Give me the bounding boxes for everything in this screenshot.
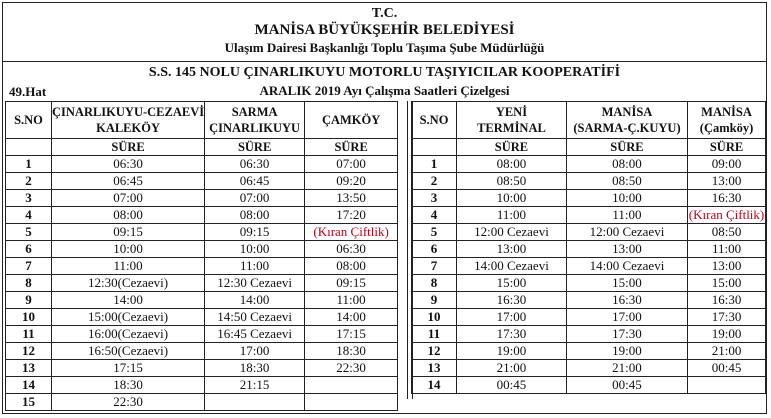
right-table-row xyxy=(412,377,766,394)
right-cell-no: 3 xyxy=(412,190,457,207)
right-cell-b: 17:30 xyxy=(566,326,687,343)
left-cell-a: 16:00(Cezaevi) xyxy=(52,326,205,343)
right-cell-a: 19:00 xyxy=(457,343,567,360)
left-schedule-table xyxy=(5,101,398,411)
left-cell-b: 11:00 xyxy=(205,258,305,275)
left-cell-no: 11 xyxy=(6,326,52,343)
right-cell-b: 12:00 Cezaevi xyxy=(566,224,687,241)
right-cell-b: 16:30 xyxy=(566,292,687,309)
right-table-row xyxy=(412,275,766,292)
left-cell-a: 15:00(Cezaevi) xyxy=(52,309,205,326)
right-cell-c: 16:30 xyxy=(688,190,766,207)
left-cell-no: 7 xyxy=(6,258,52,275)
right-cell-b: 10:00 xyxy=(566,190,687,207)
right-cell-no: 7 xyxy=(412,258,457,275)
left-cell-no: 15 xyxy=(6,394,52,411)
right-table-row xyxy=(412,173,766,190)
right-col-2-line1: MANİSA xyxy=(601,105,653,119)
right-cell-c: (Kıran Çiftlik) xyxy=(688,207,765,222)
right-cell-no: 9 xyxy=(412,292,457,309)
right-cell-no: 5 xyxy=(412,224,457,241)
right-table-row xyxy=(412,224,766,241)
left-cell-no: 2 xyxy=(6,173,52,190)
left-table-row xyxy=(6,309,398,326)
left-cell-b: 18:30 xyxy=(205,360,305,377)
left-table-row xyxy=(6,224,398,241)
right-table-row xyxy=(412,190,766,207)
left-cell-no: 3 xyxy=(6,190,52,207)
right-sure-empty xyxy=(412,139,457,156)
left-cell-b: 06:30 xyxy=(205,156,305,173)
left-sure-3: SÜRE xyxy=(305,139,398,156)
left-table-row xyxy=(6,207,398,224)
right-cell-b: 11:00 xyxy=(566,207,687,224)
left-cell-b: 08:00 xyxy=(205,207,305,224)
right-table-row xyxy=(412,326,766,343)
left-cell-a: 17:15 xyxy=(52,360,205,377)
right-cell-no: 11 xyxy=(412,326,457,343)
right-cell-b: 21:00 xyxy=(566,360,687,377)
left-cell-no: 13 xyxy=(6,360,52,377)
header-line-3: Ulaşım Dairesi Başkanlığı Toplu Taşıma Şube Müdürlüğü xyxy=(224,40,545,55)
right-cell-c: 19:00 xyxy=(688,326,766,343)
left-col-2-line2: ÇINARLIKUYU xyxy=(209,121,301,135)
right-cell-c xyxy=(688,377,766,394)
right-cell-b: 00:45 xyxy=(566,377,687,394)
left-cell-a: 07:00 xyxy=(52,190,205,207)
header-line-1: T.C. xyxy=(371,6,398,21)
left-table-row xyxy=(6,173,398,190)
left-cell-c xyxy=(305,394,398,411)
document-header xyxy=(3,3,766,62)
right-cell-c: 13:00 xyxy=(688,258,766,275)
right-sure-3: SÜRE xyxy=(688,139,766,156)
right-cell-no: 1 xyxy=(412,156,457,173)
left-cell-a: 08:00 xyxy=(52,207,205,224)
left-table-row xyxy=(6,275,398,292)
right-sure-1: SÜRE xyxy=(457,139,567,156)
right-cell-no: 8 xyxy=(412,275,457,292)
right-table-row xyxy=(412,258,766,275)
right-col-1 xyxy=(457,102,567,139)
left-cell-c: 17:20 xyxy=(305,207,398,224)
left-col-3: ÇAMKÖY xyxy=(305,102,398,139)
right-cell-c: 09:00 xyxy=(688,156,766,173)
right-col-2 xyxy=(566,102,687,139)
left-cell-a: 16:50(Cezaevi) xyxy=(52,343,205,360)
right-cell-b: 14:00 Cezaevi xyxy=(566,258,687,275)
right-cell-a: 00:45 xyxy=(457,377,567,394)
right-table-row xyxy=(412,156,766,173)
right-col-sno: S.NO xyxy=(412,102,457,139)
left-col-2 xyxy=(205,102,305,139)
left-col-1-line1: ÇINARLIKUYU-CEZAEVİ xyxy=(52,105,205,119)
right-cell-a: 15:00 xyxy=(457,275,567,292)
left-table-row xyxy=(6,377,398,394)
right-sure-2: SÜRE xyxy=(566,139,687,156)
right-cell-c: 11:00 xyxy=(688,241,766,258)
left-cell-no: 9 xyxy=(6,292,52,309)
left-cell-c: 07:00 xyxy=(305,156,398,173)
left-cell-b xyxy=(205,394,305,411)
left-table-row xyxy=(6,360,398,377)
schedule-title: ARALIK 2019 Ayı Çalışma Saatleri Çizelgesi xyxy=(259,83,510,98)
right-cell-a: 10:00 xyxy=(457,190,567,207)
right-table-row xyxy=(412,309,766,326)
right-cell-no: 2 xyxy=(412,173,457,190)
right-cell-b: 15:00 xyxy=(566,275,687,292)
right-cell-c: 15:00 xyxy=(688,275,766,292)
right-col-3 xyxy=(688,102,766,139)
left-cell-b: 16:45 Cezaevi xyxy=(205,326,305,343)
left-cell-b: 14:00 xyxy=(205,292,305,309)
right-table-row xyxy=(412,241,766,258)
left-table-row xyxy=(6,156,398,173)
right-cell-a: 08:00 xyxy=(457,156,567,173)
left-sure-2: SÜRE xyxy=(205,139,305,156)
left-cell-c: 18:30 xyxy=(305,343,398,360)
left-sure-1: SÜRE xyxy=(52,139,205,156)
right-cell-b: 08:50 xyxy=(566,173,687,190)
left-cell-b: 21:15 xyxy=(205,377,305,394)
cooperative-title: S.S. 145 NOLU ÇINARLIKUYU MOTORLU TAŞIYICILAR KOOPERATİFİ xyxy=(148,65,621,80)
right-table-row xyxy=(412,360,766,377)
header-line-2: MANİSA BÜYÜKŞEHİR BELEDİYESİ xyxy=(254,22,515,38)
left-cell-c xyxy=(305,377,398,394)
left-table-row xyxy=(6,258,398,275)
right-cell-no: 6 xyxy=(412,241,457,258)
right-cell-c: 17:30 xyxy=(688,309,766,326)
right-col-1-line2: TERMİNAL xyxy=(477,121,546,135)
timetable-page xyxy=(2,2,767,414)
right-cell-a: 17:00 xyxy=(457,309,567,326)
left-cell-no: 5 xyxy=(6,224,52,241)
line-number: 49.Hat xyxy=(9,84,47,99)
left-cell-b: 06:45 xyxy=(205,173,305,190)
left-cell-a: 10:00 xyxy=(52,241,205,258)
left-cell-c: 06:30 xyxy=(305,241,398,258)
left-cell-b: 07:00 xyxy=(205,190,305,207)
right-col-3-line2: (Çamköy) xyxy=(699,121,754,135)
left-cell-b: 14:50 Cezaevi xyxy=(205,309,305,326)
right-cell-a: 08:50 xyxy=(457,173,567,190)
left-cell-no: 4 xyxy=(6,207,52,224)
left-cell-c: 17:15 xyxy=(305,326,398,343)
left-table-row xyxy=(6,343,398,360)
left-table-row xyxy=(6,190,398,207)
right-cell-c: 08:50 xyxy=(688,224,766,241)
left-col-2-line1: SARMA xyxy=(231,105,278,119)
right-cell-no: 14 xyxy=(412,377,457,394)
right-col-3-line1: MANİSA xyxy=(701,105,752,119)
right-table-row xyxy=(412,343,766,360)
right-cell-b: 17:00 xyxy=(566,309,687,326)
left-cell-c: 22:30 xyxy=(305,360,398,377)
left-col-1-line2: KALEKÖY xyxy=(96,121,160,135)
left-sure-empty xyxy=(6,139,52,156)
right-cell-a: 13:00 xyxy=(457,241,567,258)
left-cell-b: 09:15 xyxy=(205,224,305,241)
left-cell-a: 14:00 xyxy=(52,292,205,309)
right-cell-c: 13:00 xyxy=(688,173,766,190)
right-cell-no: 10 xyxy=(412,309,457,326)
left-cell-b: 12:30 Cezaevi xyxy=(205,275,305,292)
right-col-1-line1: YENİ xyxy=(495,105,528,119)
left-cell-no: 10 xyxy=(6,309,52,326)
left-cell-c: 13:50 xyxy=(305,190,398,207)
left-table-row xyxy=(6,241,398,258)
left-table-row xyxy=(6,394,398,411)
right-cell-a: 11:00 xyxy=(457,207,567,224)
right-table-body xyxy=(412,156,766,394)
left-cell-c: 11:00 xyxy=(305,292,398,309)
right-cell-b: 08:00 xyxy=(566,156,687,173)
right-cell-no: 13 xyxy=(412,360,457,377)
left-col-1 xyxy=(52,102,205,139)
right-cell-c: 16:30 xyxy=(688,292,766,309)
left-table-row xyxy=(6,292,398,309)
left-cell-no: 1 xyxy=(6,156,52,173)
left-cell-b: 10:00 xyxy=(205,241,305,258)
left-cell-no: 6 xyxy=(6,241,52,258)
left-cell-c: (Kıran Çiftlik) xyxy=(305,224,398,241)
left-table-row xyxy=(6,326,398,343)
left-cell-no: 14 xyxy=(6,377,52,394)
left-cell-c: 09:20 xyxy=(305,173,398,190)
right-cell-no: 12 xyxy=(412,343,457,360)
right-schedule-table xyxy=(411,101,766,394)
left-cell-a: 12:30(Cezaevi) xyxy=(52,275,205,292)
left-table-body xyxy=(6,156,398,411)
right-col-2-line2: (SARMA-Ç.KUYU) xyxy=(573,121,681,135)
left-cell-a: 06:45 xyxy=(52,173,205,190)
right-cell-no: 4 xyxy=(412,207,457,224)
left-cell-a: 22:30 xyxy=(52,394,205,411)
left-cell-a: 09:15 xyxy=(52,224,205,241)
left-cell-a: 06:30 xyxy=(52,156,205,173)
left-cell-a: 18:30 xyxy=(52,377,205,394)
left-cell-b: 17:00 xyxy=(205,343,305,360)
right-cell-b: 13:00 xyxy=(566,241,687,258)
right-cell-a: 17:30 xyxy=(457,326,567,343)
left-cell-a: 11:00 xyxy=(52,258,205,275)
right-cell-a: 16:30 xyxy=(457,292,567,309)
left-col-sno: S.NO xyxy=(6,102,52,139)
right-cell-a: 21:00 xyxy=(457,360,567,377)
right-cell-c: 21:00 xyxy=(688,343,766,360)
right-table-row xyxy=(412,292,766,309)
left-cell-c: 09:15 xyxy=(305,275,398,292)
document-subheader xyxy=(3,61,766,101)
left-cell-no: 8 xyxy=(6,275,52,292)
right-cell-b: 19:00 xyxy=(566,343,687,360)
right-cell-a: 14:00 Cezaevi xyxy=(457,258,567,275)
right-cell-c: 00:45 xyxy=(688,360,766,377)
right-cell-a: 12:00 Cezaevi xyxy=(457,224,567,241)
left-cell-c: 14:00 xyxy=(305,309,398,326)
right-table-row xyxy=(412,207,766,224)
left-cell-c: 08:00 xyxy=(305,258,398,275)
left-cell-no: 12 xyxy=(6,343,52,360)
